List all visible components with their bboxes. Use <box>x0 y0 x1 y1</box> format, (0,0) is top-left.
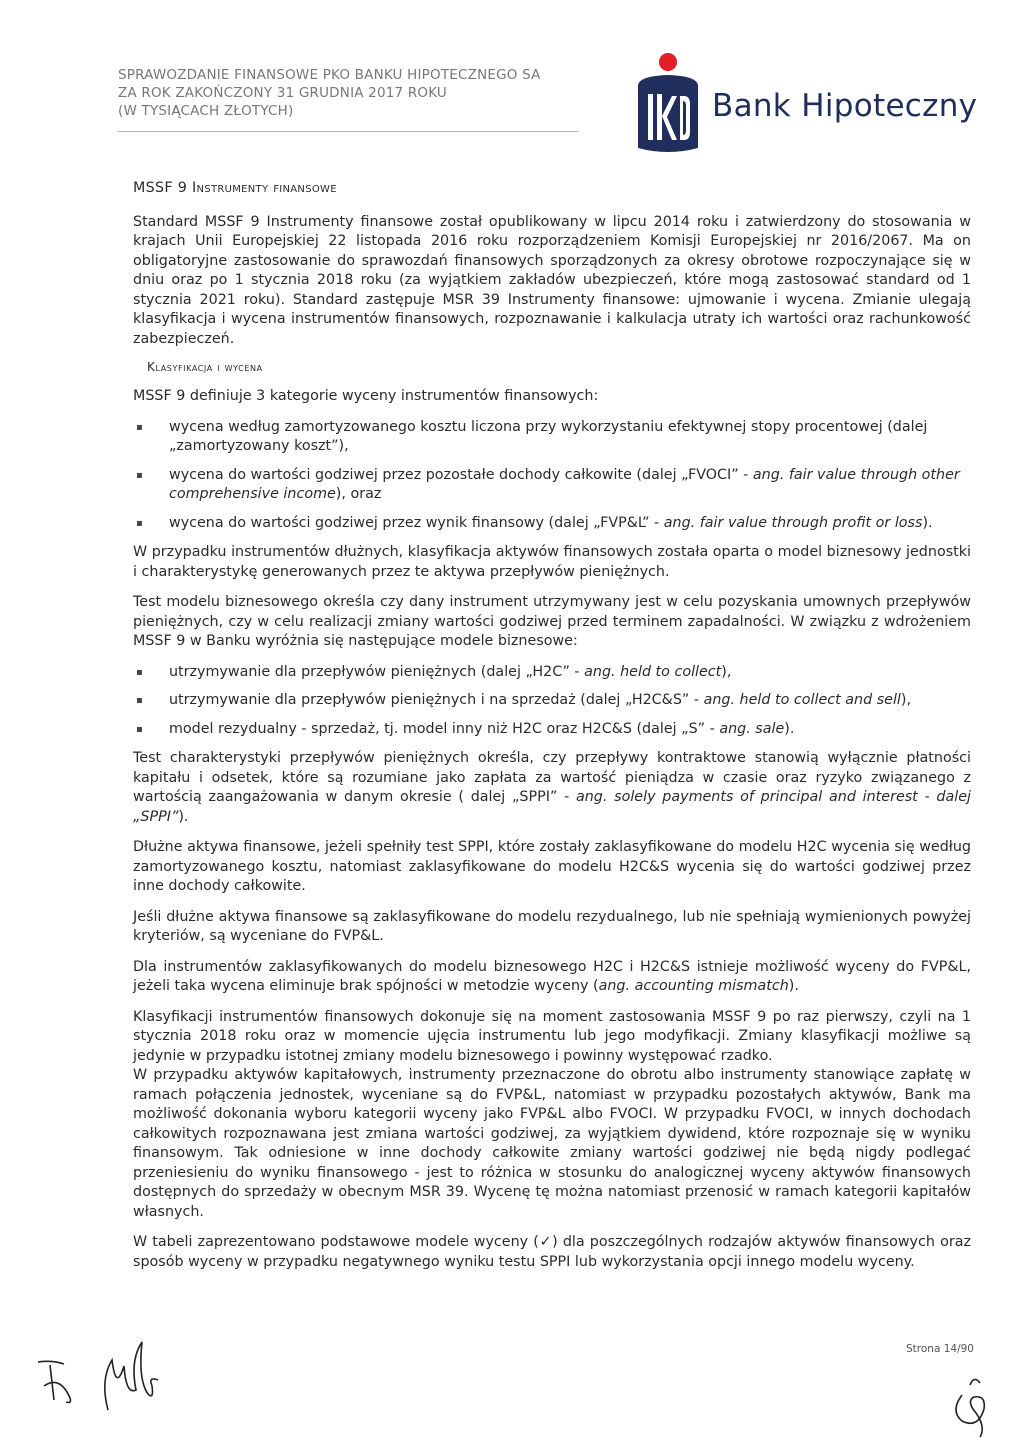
list-item-text: model rezydualny - sprzedaż, tj. model inny niż H2C oraz H2C&S (dalej „S” - <box>169 720 720 737</box>
report-header <box>118 66 588 120</box>
list-item-text: wycena do wartości godziwej przez pozostałe dochody całkowite (dalej „FVOCI” - <box>169 466 753 483</box>
list-item <box>133 418 971 457</box>
header-line-1: SPRAWOZDANIE FINANSOWE PKO BANKU HIPOTECZNEGO SA <box>118 67 541 83</box>
section-title-text: MSSF 9 Instrumenty finansowe <box>133 180 337 196</box>
categories-intro: MSSF 9 definiuje 3 kategorie wyceny instrumentów finansowych: <box>133 388 599 404</box>
list-item-tail: ), <box>900 692 912 708</box>
categories-list <box>133 418 971 534</box>
sppi-italic: ang. solely payments of principal and interest - dalej „SPPI” <box>133 789 971 825</box>
paragraph-debt: W przypadku instrumentów dłużnych, klasyfikacja aktywów finansowych została oparta o model biznesowy jednostki i charakterystykę generowanych przez te aktywa przepływów pieniężnych. <box>133 544 971 580</box>
business-models-list <box>133 663 971 740</box>
paragraph-table-intro: W tabeli zaprezentowano podstawowe modele wyceny (✓) dla poszczególnych rodzajów aktywów finansowych oraz sposób wyceny w przypadku negatywnego wyniku testu SPPI lub wykorzystania opcji innego modelu wyceny. <box>133 1234 971 1270</box>
header-line-3: (W TYSIĄCACH ZŁOTYCH) <box>118 103 294 119</box>
list-item <box>133 466 971 505</box>
list-item <box>133 663 971 683</box>
pko-logo-icon <box>628 48 708 160</box>
header-divider <box>118 131 578 132</box>
sppi-text: Test charakterystyki przepływów pieniężnych określa, czy przepływy kontraktowe stanowią wyłącznie płatności kapitału i odsetek, które są rozumiane jako zapłata za wartość pieniądza w czasie oraz ryzyko związanego z wartością zaangażowania w danym okresie ( dalej „SPPI” - <box>133 750 971 805</box>
intro-paragraph: Standard MSSF 9 Instrumenty finansowe został opublikowany w lipcu 2014 roku i zatwierdzony do stosowania w krajach Unii Europejskiej 22 listopada 2016 roku rozporządzeniem Komisji Europejskiej nr 2016/2067. Ma on obligatoryjne zastosowanie do sprawozdań finansowych sporządzonych za okresy obrotowe rozpoczynające się w dniu oraz po 1 stycznia 2018 roku (za wyjątkiem zakładów ubezpieczeń, które mogą zastosować standard od 1 stycznia 2021 roku). Standard zastępuje MSR 39 Instrumenty finansowe: ujmowanie i wycena. Zmianie ulegają klasyfikacja i wycena instrumentów finansowych, rozpoznawanie i kalkulacja utraty ich wartości oraz rachunkowość zabezpieczeń. <box>133 213 971 347</box>
mismatch-text: Dla instrumentów zaklasyfikowanych do modelu biznesowego H2C i H2C&S istnieje możliwość wyceny do FVP&L, jeżeli taka wycena eliminuje brak spójności w metodzie wyceny ( <box>133 958 971 994</box>
paragraph-mismatch <box>133 958 971 997</box>
mismatch-italic: ang. accounting mismatch <box>598 978 789 994</box>
list-item-italic: ang. fair value through other comprehensive income <box>169 466 960 502</box>
list-item-tail: ). <box>784 720 795 737</box>
sppi-tail: ). <box>178 808 189 825</box>
list-item-text: wycena do wartości godziwej przez wynik finansowy (dalej „FVP&L” - <box>169 514 664 531</box>
header-line-2: ZA ROK ZAKOŃCZONY 31 GRUDNIA 2017 ROKU <box>118 85 448 101</box>
signature-left-icon <box>30 1320 180 1420</box>
signature-right-icon <box>940 1365 1010 1440</box>
paragraph-classification: Klasyfikacji instrumentów finansowych dokonuje się na moment zastosowania MSSF 9 po raz pierwszy, czyli na 1 stycznia 2018 roku oraz w momencie ujęcia instrumentu lub jego modyfikacji. Zmiany klasyfikacji możliwe są jedynie w przypadku istotnej zmiany modelu biznesowego i powinny występować rzadko. <box>133 1008 971 1064</box>
paragraph-residual: Jeśli dłużne aktywa finansowe są zaklasyfikowane do modelu rezydualnego, lub nie spełniają wymienionych powyżej kryteriów, są wyceniane do FVP&L. <box>133 908 971 944</box>
paragraph-sppi-test <box>133 749 971 827</box>
paragraph-debt-assets: Dłużne aktywa finansowe, jeżeli spełniły test SPPI, które zostały zaklasyfikowane do modelu H2C wycenia się według zamortyzowanego kosztu, natomiast zaklasyfikowane do modelu H2C&S wycenia się do wartości godziwej przez inne dochody całkowite. <box>133 839 971 894</box>
list-item-text: utrzymywanie dla przepływów pieniężnych (dalej „H2C” - <box>169 663 585 680</box>
page-number: Strona 14/90 <box>906 1343 974 1355</box>
subsection-title-text: Klasyfikacja i wycena <box>147 360 263 374</box>
list-item-text: utrzymywanie dla przepływów pieniężnych i na sprzedaż (dalej „H2C&S” - <box>169 692 704 708</box>
list-item-italic: ang. held to collect <box>584 663 722 680</box>
list-item-tail: ), oraz <box>335 486 382 502</box>
brand-name: Bank Hipoteczny <box>712 88 978 124</box>
section-title <box>133 179 971 199</box>
subsection-title <box>147 360 971 374</box>
list-item <box>133 691 971 711</box>
list-item-tail: ). <box>922 514 933 531</box>
mismatch-tail: ). <box>788 978 799 994</box>
paragraph-business-model-test: Test modelu biznesowego określa czy dany instrument utrzymywany jest w celu pozyskania umownych przepływów pieniężnych, czy w celu realizacji zmiany wartości godziwej przed terminem zapadalności. W związku z wdrożeniem MSSF 9 w Banku wyróżnia się następujące modele biznesowe: <box>133 594 971 649</box>
list-item-italic: ang. held to collect and sell <box>703 692 901 708</box>
document-body <box>133 179 971 1272</box>
list-item <box>133 720 971 740</box>
list-item <box>133 514 971 534</box>
list-item-italic: ang. sale <box>719 720 785 737</box>
list-item-text: wycena według zamortyzowanego kosztu liczona przy wykorzystaniu efektywnej stopy procentowej (dalej „zamortyzowany koszt”), <box>169 418 928 454</box>
list-item-italic: ang. fair value through profit or loss <box>663 514 923 531</box>
paragraph-equity: W przypadku aktywów kapitałowych, instrumenty przeznaczone do obrotu albo instrumenty stanowiące zapłatę w ramach połączenia jednostek, wyceniane są do FVP&L, natomiast w przypadku pozostałych aktywów, Bank ma możliwość dokonania wyboru kategorii wyceny jako FVP&L albo FVOCI. W przypadku FVOCI, w innych dochodach całkowitych rozpoznawana jest zmiana wartości godziwej, za wyjątkiem dywidend, które rozpoznaje się w wyniku finansowym. Tak odniesione w inne dochody całkowite zmiany wartości godziwej nie będą nigdy podlegać przeniesieniu do wyniku finansowego - jest to różnica w stosunku do analogicznej wyceny aktywów finansowych dostępnych do sprzedaży w obecnym MSR 39. Wycenę tę można natomiast przenosić w ramach kategorii kapitałów własnych. <box>133 1067 971 1220</box>
list-item-tail: ), <box>721 663 732 680</box>
